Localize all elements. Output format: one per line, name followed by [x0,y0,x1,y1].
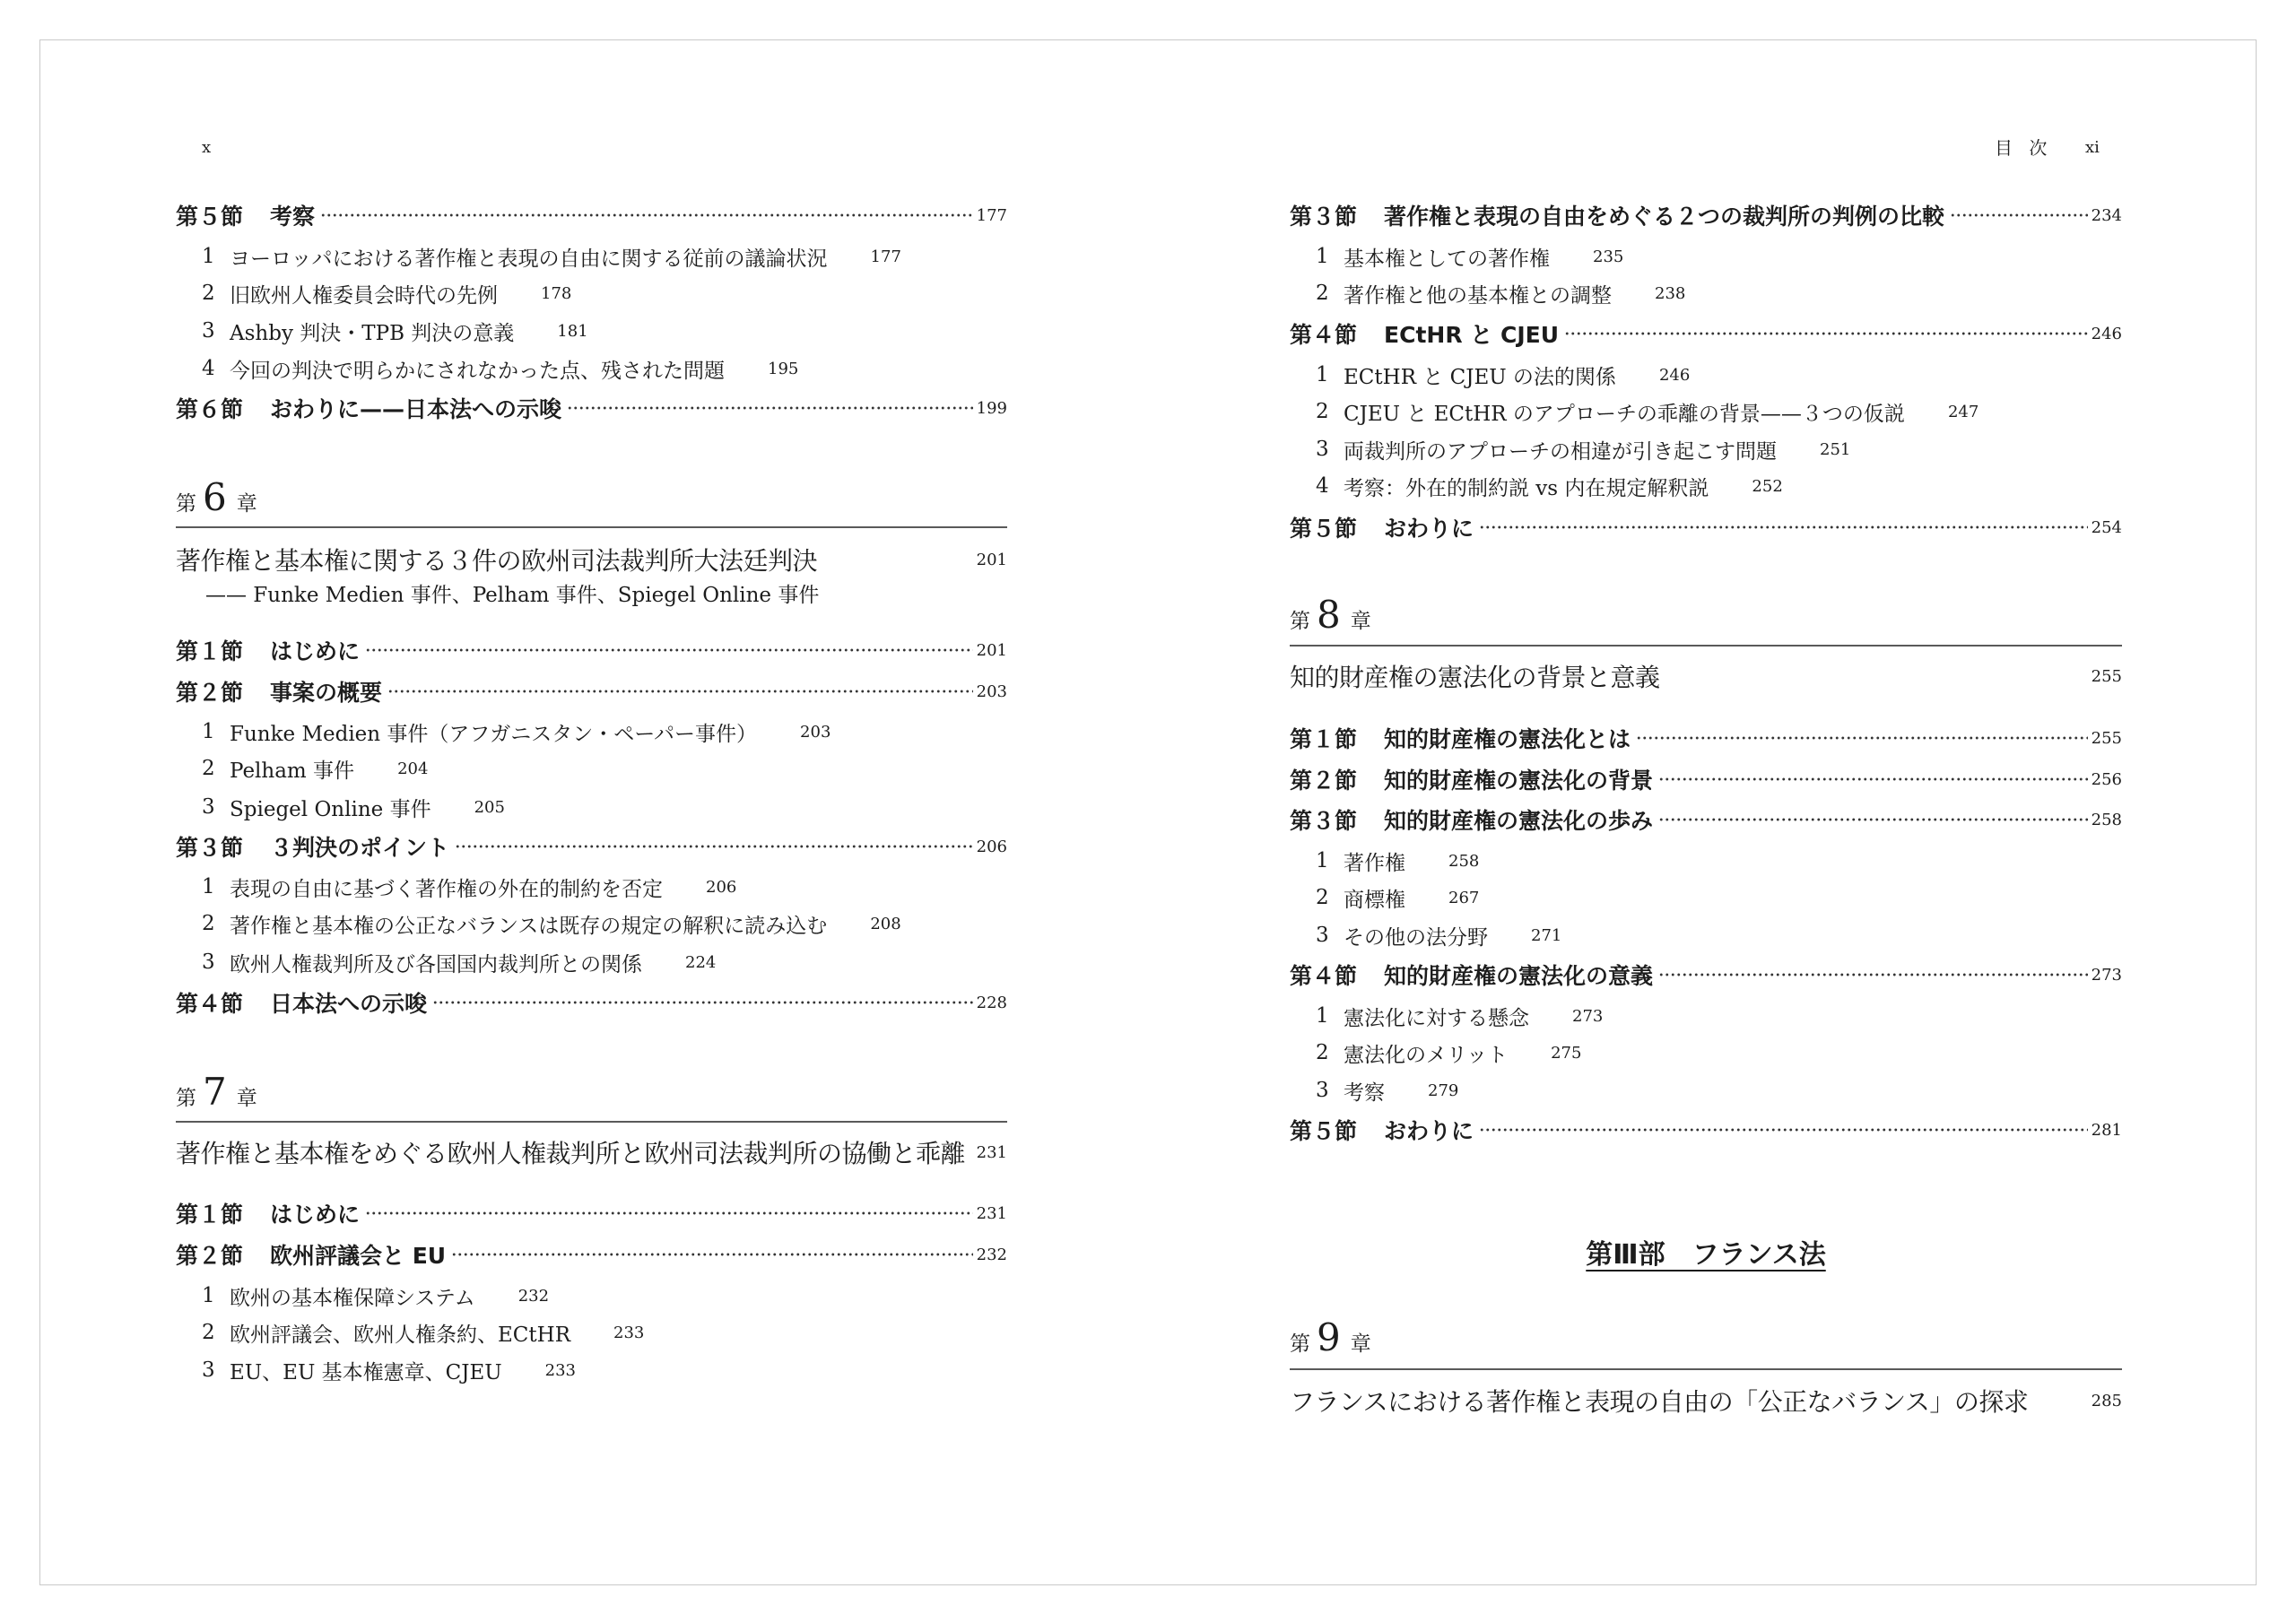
page-number: 205 [474,797,505,817]
subsection-number: 1 [202,720,215,743]
subsection-title: 旧欧州人権委員会時代の先例 [230,283,498,308]
section-title: 知的財産権の憲法化の歩み [1384,808,1654,834]
section-number: 第５節 [1290,516,1358,542]
chapter-label-suffix: 章 [236,1087,257,1110]
chapter-rule [1290,1368,2122,1370]
subsection-title: 商標権 [1344,888,1405,912]
subsection-title: CJEU と ECtHR のアプローチの乖離の背景——３つの仮説 [1344,402,1905,426]
chapter-label [1290,1315,1371,1360]
subsection-entry [176,1315,1007,1350]
section-title: おわりに [1384,1118,1474,1144]
subsection-entry [1290,239,2122,274]
section-number: 第３節 [1290,204,1358,230]
page-number: 231 [976,1142,1007,1162]
page-number: 271 [1531,925,1562,945]
subsection-title: 表現の自由に基づく著作権の外在的制約を否定 [230,877,663,901]
page-number: 251 [1820,439,1851,459]
subsection-title: 著作権と基本権の公正なバランスは既存の規定の解釈に読み込む [230,914,828,938]
section-entry [1290,802,2122,838]
chapter-label [176,475,257,520]
part-heading [1290,1234,2122,1270]
subsection-number: 1 [1316,1004,1329,1028]
subsection-entry [1290,468,2122,504]
page-number: 177 [870,247,901,266]
chapter-label-suffix: 章 [236,492,257,516]
subsection-title: ECtHR と CJEU の法的関係 [1344,365,1616,389]
subsection-number: 2 [1316,282,1329,305]
section-title: 知的財産権の憲法化の背景 [1384,768,1654,794]
subsection-title: Pelham 事件 [230,759,355,783]
dot-leader [1658,777,2088,782]
section-title: ECtHR と CJEU [1384,322,1559,348]
subsection-number: 3 [1316,924,1329,947]
dot-leader [455,844,973,849]
subsection-number: 2 [202,282,215,305]
chapter-label [1290,593,1371,638]
subsection-entry [1290,917,2122,953]
subsection-entry [176,239,1007,274]
right-running-head-title: 目 次 [1995,137,2053,159]
subsection-entry [176,313,1007,349]
right-running-head-page-number: xi [2085,138,2100,157]
dot-leader [1950,213,2088,218]
dot-leader [1636,735,2088,741]
subsection-number: 4 [202,357,215,380]
section-entry [1290,1112,2122,1148]
page-number: 201 [976,550,1007,569]
chapter-label-prefix: 第 [176,492,196,516]
chapter-title: 著作権と基本権に関する３件の欧州司法裁判所大法廷判決 [176,546,818,576]
page-number: 279 [1428,1081,1459,1100]
subsection-number: 1 [1316,245,1329,268]
chapter-label-prefix: 第 [1290,1332,1310,1356]
subsection-title: 憲法化に対する懸念 [1344,1006,1529,1030]
subsection-entry [1290,1072,2122,1108]
page-number: 267 [1448,888,1480,907]
page-number: 234 [2091,205,2122,225]
dot-leader [387,689,973,694]
section-number: 第４節 [176,991,244,1017]
chapter-label-prefix: 第 [176,1087,196,1110]
page-number: 258 [2091,810,2122,829]
subsection-entry [176,1278,1007,1314]
section-number: 第４節 [1290,963,1358,989]
page-number: 203 [800,722,831,742]
section-number: 第１節 [1290,726,1358,752]
subsection-number: 3 [202,1358,215,1382]
page-number: 208 [870,914,901,933]
dot-leader [320,213,973,218]
dot-leader [432,1000,973,1005]
subsection-number: 3 [1316,1079,1329,1102]
subsection-entry [1290,843,2122,879]
chapter-title-entry [1290,658,2122,694]
subsection-title: EU、EU 基本権憲章、CJEU [230,1360,502,1384]
section-entry [176,1237,1007,1272]
section-number: 第４節 [1290,322,1358,348]
subsection-entry [176,944,1007,980]
page-number: 232 [976,1245,1007,1264]
dot-leader [1658,972,2088,977]
subsection-entry [1290,880,2122,916]
page-number: 238 [1655,283,1686,303]
section-title: 日本法への示唆 [270,991,428,1017]
section-entry [1290,957,2122,993]
chapter-subtitle-text: —— Funke Medien 事件、Pelham 事件、Spiegel Online 事件 [205,583,820,607]
chapter-title-entry [176,1134,1007,1170]
chapter-number: 6 [203,475,227,519]
page-number: 247 [1947,402,1979,421]
page-number: 246 [2091,324,2122,343]
chapter-label-suffix: 章 [1350,610,1371,633]
subsection-entry [176,1352,1007,1388]
page-number: 252 [1752,476,1783,496]
subsection-number: 3 [202,950,215,974]
subsection-title: その他の法分野 [1344,925,1488,950]
subsection-entry [1290,1035,2122,1071]
section-title: ３判決のポイント [270,835,450,861]
section-entry [1290,509,2122,545]
page-number: 195 [768,359,799,378]
page-number: 206 [976,837,1007,856]
subsection-number: 2 [202,1321,215,1344]
section-entry [176,985,1007,1020]
dot-leader [567,405,973,411]
chapter-number: 7 [203,1070,227,1114]
section-title: はじめに [270,638,361,664]
section-title: おわりに [1384,516,1474,542]
subsection-entry [1290,357,2122,393]
page-number: 255 [2091,666,2122,686]
section-entry [176,829,1007,864]
section-number: 第３節 [1290,808,1358,834]
subsection-number: 2 [1316,1041,1329,1064]
section-number: 第５節 [1290,1118,1358,1144]
page-number: 285 [2091,1391,2122,1410]
page-number: 273 [2091,965,2122,985]
subsection-entry [176,789,1007,825]
subsection-entry [176,275,1007,311]
chapter-title: 著作権と基本権をめぐる欧州人権裁判所と欧州司法裁判所の協働と乖離 [176,1139,966,1168]
left-running-head-page-number: x [202,138,212,157]
section-entry [176,197,1007,233]
chapter-rule [176,1121,1007,1123]
right-page [1290,0,2122,1623]
subsection-number: 3 [1316,438,1329,461]
subsection-number: 1 [202,1284,215,1307]
section-number: 第１節 [176,638,244,664]
subsection-number: 2 [1316,400,1329,423]
subsection-title: 基本権としての著作権 [1344,247,1550,271]
section-number: 第２節 [1290,768,1358,794]
section-entry [1290,720,2122,756]
section-entry [1290,197,2122,233]
chapter-title: フランスにおける著作権と表現の自由の「公正なバランス」の探求 [1290,1387,2029,1417]
page-number: 235 [1593,247,1624,266]
chapter-rule [176,526,1007,528]
section-entry [176,1195,1007,1231]
subsection-title: 著作権と他の基本権との調整 [1344,283,1612,308]
left-page [176,0,1007,1623]
subsection-title: ヨーロッパにおける著作権と表現の自由に関する従前の議論状況 [230,247,828,271]
page-number: 231 [976,1203,1007,1223]
section-number: 第５節 [176,204,244,230]
subsection-title: 欧州人権裁判所及び各国国内裁判所との関係 [230,952,642,976]
subsection-entry [176,906,1007,942]
subsection-number: 1 [202,245,215,268]
subsection-title: 欧州評議会、欧州人権条約、ECtHR [230,1323,571,1347]
subsection-number: 1 [1316,363,1329,386]
page-number: 275 [1551,1043,1582,1063]
page-number: 258 [1448,851,1480,871]
chapter-title: 知的財産権の憲法化の背景と意義 [1290,663,1660,692]
subsection-title: Ashby 判決・TPB 判決の意義 [230,321,515,345]
subsection-number: 1 [202,875,215,898]
subsection-number: 3 [202,319,215,343]
chapter-rule [1290,645,2122,647]
subsection-title: 憲法化のメリット [1344,1043,1509,1067]
subsection-title: 考察：外在的制約説 vs 内在規定解釈説 [1344,476,1709,500]
dot-leader [1479,525,2088,530]
page-number: 203 [976,681,1007,701]
part-heading-text: 第Ⅲ部 フランス法 [1586,1239,1826,1271]
page-number: 254 [2091,517,2122,537]
subsection-number: 1 [1316,849,1329,872]
subsection-number: 4 [1316,474,1329,498]
section-title: はじめに [270,1202,361,1228]
subsection-entry [1290,275,2122,311]
page-number: 199 [976,398,1007,418]
section-entry [1290,316,2122,352]
page-number: 233 [544,1360,577,1380]
page-number: 256 [2091,769,2122,789]
dot-leader [365,1211,973,1216]
section-entry [176,390,1007,426]
subsection-entry [1290,431,2122,467]
chapter-label [176,1070,257,1115]
section-title: 著作権と表現の自由をめぐる２つの裁判所の判例の比較 [1384,204,1945,230]
subsection-number: 2 [1316,886,1329,909]
page-number: 273 [1572,1006,1604,1026]
subsection-entry [1290,394,2122,430]
chapter-number: 9 [1317,1315,1341,1359]
page-number: 206 [706,877,737,897]
subsection-title: Funke Medien 事件（アフガニスタン・ペーパー事件） [230,722,758,746]
subsection-number: 2 [202,757,215,780]
page-number: 228 [976,993,1007,1012]
page-number: 201 [976,640,1007,660]
chapter-subtitle [176,575,1007,611]
subsection-entry [1290,998,2122,1034]
page-number: 281 [2091,1120,2122,1140]
page-number: 246 [1658,365,1691,385]
dot-leader [1564,331,2088,336]
dot-leader [1479,1127,2088,1133]
page-number: 178 [541,283,572,303]
chapter-label-suffix: 章 [1350,1332,1371,1356]
subsection-entry [176,751,1007,786]
subsection-entry [176,351,1007,386]
subsection-title: 今回の判決で明らかにされなかった点、残された問題 [230,359,725,383]
dot-leader [1658,817,2088,822]
section-title: 知的財産権の憲法化とは [1384,726,1631,752]
dot-leader [365,647,973,653]
page-number: 177 [976,205,1007,225]
subsection-number: 2 [202,912,215,935]
section-entry [176,673,1007,709]
section-title: 事案の概要 [270,680,383,706]
section-title: 考察 [270,204,316,230]
page-number: 255 [2091,728,2122,748]
page-number: 233 [613,1323,645,1342]
subsection-title: 両裁判所のアプローチの相違が引き起こす問題 [1344,439,1777,464]
section-number: 第１節 [176,1202,244,1228]
section-entry [176,632,1007,668]
section-number: 第６節 [176,396,244,422]
subsection-entry [176,714,1007,750]
subsection-title: 欧州の基本権保障システム [230,1286,475,1310]
section-title: 欧州評議会と EU [270,1243,447,1269]
subsection-title: Spiegel Online 事件 [230,797,431,821]
page-number: 224 [685,952,717,972]
chapter-title-entry [1290,1383,2122,1419]
page-number: 232 [517,1286,550,1306]
section-title: 知的財産権の憲法化の意義 [1384,963,1654,989]
chapter-number: 8 [1317,593,1341,637]
section-number: 第２節 [176,680,244,706]
section-title: おわりに——日本法への示唆 [270,396,562,422]
dot-leader [451,1252,973,1257]
subsection-number: 3 [202,795,215,819]
subsection-entry [176,869,1007,905]
section-entry [1290,761,2122,797]
subsection-title: 考察 [1344,1081,1385,1105]
chapter-label-prefix: 第 [1290,610,1310,633]
section-number: 第２節 [176,1243,244,1269]
chapter-title-entry [176,542,1007,577]
subsection-title: 著作権 [1344,851,1405,875]
page-number: 181 [557,321,588,341]
page-number: 204 [397,759,429,778]
section-number: 第３節 [176,835,244,861]
